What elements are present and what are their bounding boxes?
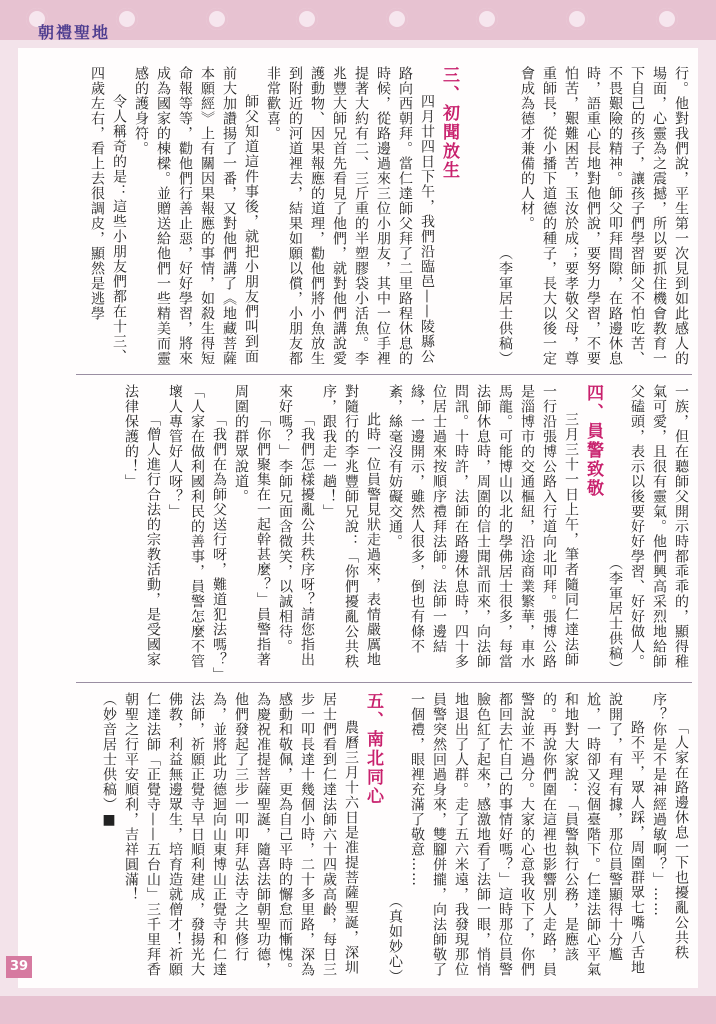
heading-north-south: 五、南北同心	[363, 692, 383, 806]
paragraph: 此時一位員警見狀走過來，表情嚴厲地對隨行的李兆豐師兄說：「你們擾亂公共秩序，跟我走一趟！」	[321, 384, 381, 669]
column-divider	[76, 374, 692, 375]
heading-release-life: 三、初聞放生	[439, 66, 459, 180]
paragraph: 「你們聚集在一起幹甚麼？」員警指著周圍的群眾說道。	[233, 384, 271, 667]
paragraph: 「人家在路邊休息一下也擾亂公共秩序？你是不是神經過敏啊？」……	[651, 692, 689, 960]
paragraph: 令人稱奇的是：這些小朋友們都在十三、四歲左右，看上去很調皮，顯然是逃學	[89, 66, 127, 364]
paragraph: 路不平，眾人踩，周圍群眾七嘴八舌地說開了，有理有據，那位員警顯得十分尷尬，一時卻又沒個臺階下。仁達法師心平氣和地對大家說：「員警執行公務，是應該的。再說你們圍在這裡也影響別人走路，員警說並不過分。大家的心意我收下了，你們都回去忙自己的事情好嗎？」這時那位員警臉色紅了起來，感激地看了法師一眼，悄悄地退出了人群。走了五六米遠，我發現那位員警突然回過身來，雙腳併攏，向法師敬了一個禮，眼裡充滿了敬意……	[409, 692, 645, 977]
footer-band	[0, 996, 716, 1024]
paragraph: 農曆三月十六日是准提菩薩聖誕，深圳居士們看到仁達法師六十四歲高齡，每日三步一叩長達十幾個小時，二十多里路，深為感動和敬佩，更為自己平時的懈怠而慚愧。為慶祝准提菩薩聖誕，隨喜法師朝聖功德，他們發起了三步一叩叩拜弘法寺之共修行為，並將此功德迴向山東博山正覺寺和仁達法師，祈願正覺寺早日順利建成，發揚光大佛教，利益無邊眾生，培育造就僧才！祈願仁達法師「正覺寺——五台山」三千里拜香朝聖之行平安順利，吉祥圓滿！	[123, 692, 359, 977]
column-divider	[76, 682, 692, 683]
credit-line: （真如妙心）	[387, 894, 403, 984]
column-top-left	[76, 66, 460, 366]
flower-icon	[296, 8, 318, 30]
section-title: 朝禮聖地	[38, 23, 111, 42]
credit-line: （妙音居士供稿）■	[101, 692, 117, 829]
flower-icon	[116, 8, 138, 30]
paragraph: 三月三十一日上午，筆者隨同仁達法師一行沿張博公路入行道向北叩拜。張博公路是淄博市的交通樞紐，沿途商業繁華，車水馬龍。可能博山以北的學佛居士很多，每當法師休息時，周圍的信士聞訊而來，向法師問訊。十時許，法師在路邊休息時，四十多位居士過來按順序禮拜法師。法師一邊結緣，一邊開示，雖然人很多，倒也有條不紊，絲毫沒有妨礙交通。	[387, 384, 579, 669]
credit-line: （李軍居士供稿）	[497, 246, 513, 366]
flower-icon	[566, 8, 588, 30]
paragraph: 行。他對我們說，平生第一次見到如此感人的場面，心靈為之震撼，所以要抓住機會教育一下自己的孩子，讓孩子們學習師父不怕吃苦、不畏艱險的精神。師父叩拜間隙，在路邊休息時，語重心長地對他們說，要努力學習，不要怕苦，艱難困苦，玉汝於成；要孝敬父母，尊重師長，從小播下道德的種子，長大以後一定會成為德才兼備的人材。	[519, 66, 689, 366]
flower-icon	[386, 8, 408, 30]
column-top-right	[470, 66, 692, 366]
page-number: 39	[6, 956, 32, 978]
heading-police-salute: 四、員警致敬	[583, 384, 603, 498]
flower-icon	[656, 8, 678, 30]
paragraph: 一族，但在聽師父開示時都乖乖的，顯得稚氣可愛，且很有靈氣。他們興高采烈地給師父磕頭，表示以後要好好學習、好好做人。	[629, 384, 689, 669]
paragraph: 四月廿四日下午，我們沿臨邑——陵縣公路向西朝拜。當仁達師父拜了二里路程休息的時候，從路邊過來三位小朋友，其中一位手裡提著大約有二、三斤重的半塑膠袋小活魚。李兆豐大師兄首先看見了他們，就對他們講說愛護動物、因果報應的道理，勸他們將小魚放生到附近的河道裡去，結果如願以償，小朋友都非常歡喜。	[265, 66, 435, 366]
paragraph: 「我們怎樣擾亂公共秩序呀？請您指出來好嗎？」李師兄面含微笑，以誠相待。	[277, 384, 315, 667]
flower-icon	[476, 8, 498, 30]
column-middle	[76, 384, 692, 676]
paragraph: 「我們在為師父送行呀，難道犯法嗎？」「人家在做利國利民的善事，員警怎麼不管壞人專管好人呀？」	[167, 384, 227, 675]
paragraph: 師父知道這件事後，就把小朋友們叫到面前大加讚揚了一番，又對他們講了《地藏菩薩本願經》上有關因果報應的事情，如殺生得短命報等等，勸他們行善止惡，好好學習，將來成為國家的棟樑。並贈送給他們一些精美而靈感的護身符。	[133, 66, 259, 366]
paragraph: 「僧人進行合法的宗教活動，是受國家法律保護的！」	[123, 384, 161, 667]
credit-line: （李軍居士供稿）	[607, 556, 623, 676]
flower-icon	[206, 8, 228, 30]
column-bottom	[76, 692, 692, 984]
